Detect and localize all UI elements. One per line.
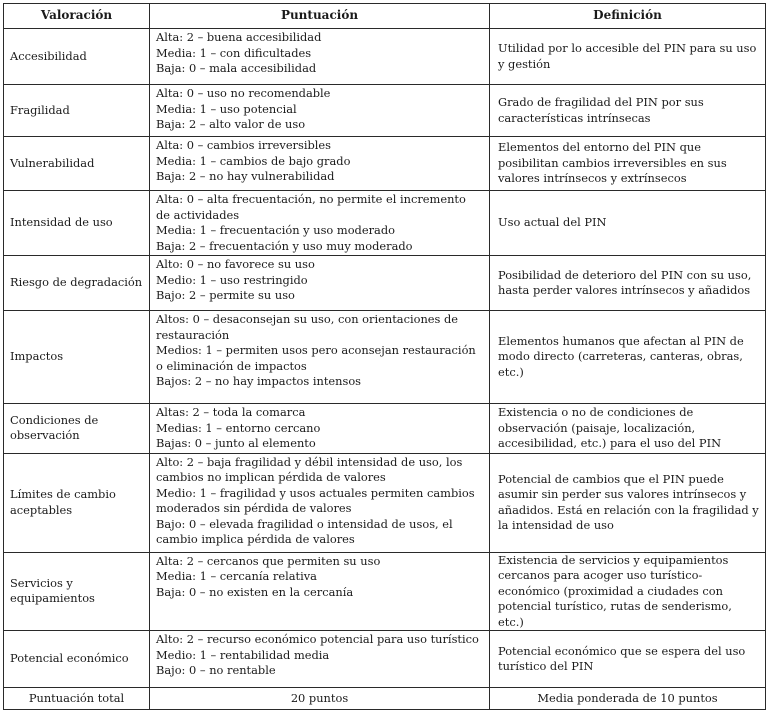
puntuacion-line: Bajas: 0 – junto al elemento	[156, 436, 316, 450]
table-row	[4, 29, 766, 85]
puntuacion-line: Baja: 2 – no hay vulnerabilidad	[156, 169, 335, 183]
puntuacion-line: Media: 1 – con dificultades	[156, 45, 312, 60]
header-valoracion: Valoración	[4, 4, 150, 29]
definicion-cell: Existencia o no de condiciones de observación (paisaje, localización, accesibilidad, etc.) para el uso del PIN	[490, 404, 766, 454]
puntuacion-cell	[150, 191, 490, 256]
puntuacion-line: Alta: 0 – uso no recomendable	[156, 86, 331, 100]
header-row	[4, 4, 766, 29]
puntuacion-line: Medio: 1 – rentabilidad media	[156, 647, 330, 662]
valoracion-cell: Riesgo de degradación	[4, 256, 150, 311]
puntuacion-cell	[150, 404, 490, 454]
table-row	[4, 137, 766, 191]
puntuacion-line: Alto: 0 – no favorece su uso	[156, 257, 315, 271]
table-row	[4, 552, 766, 631]
puntuacion-line: Alta: 0 – cambios irreversibles	[156, 138, 332, 152]
puntuacion-line: Alta: 0 – alta frecuentación, no permite el incremento de actividades	[156, 192, 466, 222]
puntuacion-cell	[150, 631, 490, 688]
table-body	[4, 29, 766, 710]
puntuacion-line: Alto: 2 – recurso económico potencial para uso turístico	[156, 632, 479, 646]
puntuacion-line: Media: 1 – frecuentación y uso moderado	[156, 223, 395, 237]
puntuacion-line: Bajo: 0 – no rentable	[156, 663, 276, 677]
puntuacion-line: Bajo: 2 – permite su uso	[156, 288, 295, 302]
valoracion-table	[3, 3, 766, 710]
definicion-cell: Potencial económico que se espera del uso turístico del PIN	[490, 631, 766, 688]
table-row	[4, 191, 766, 256]
definicion-cell: Potencial de cambios que el PIN puede asumir sin perder sus valores intrínsecos y añadidos. Está en relación con la fragilidad y la intensidad de uso	[490, 453, 766, 552]
table-row	[4, 453, 766, 552]
valoracion-cell: Límites de cambio aceptables	[4, 453, 150, 552]
puntuacion-cell	[150, 453, 490, 552]
puntuacion-line: Media: 1 – cambios de bajo grado	[156, 153, 351, 168]
puntuacion-cell	[150, 311, 490, 404]
puntuacion-line: Media: 1 – cercanía relativa	[156, 569, 317, 583]
table-row	[4, 631, 766, 688]
puntuacion-line: Baja: 2 – frecuentación y uso muy moderado	[156, 238, 413, 253]
puntuacion-line: Altas: 2 – toda la comarca	[156, 405, 306, 419]
puntuacion-line: Medio: 1 – fragilidad y usos actuales permiten cambios moderados sin pérdida de valores	[156, 485, 475, 515]
puntuacion-line: Medios: 1 – permiten usos pero aconsejan restauración o eliminación de impactos	[156, 343, 476, 373]
table-row	[4, 404, 766, 454]
total-score: 20 puntos	[150, 688, 490, 710]
puntuacion-line: Baja: 2 – alto valor de uso	[156, 117, 306, 131]
total-label: Puntuación total	[4, 688, 150, 710]
puntuacion-line: Bajos: 2 – no hay impactos intensos	[156, 374, 362, 388]
definicion-cell: Elementos humanos que afectan al PIN de modo directo (carreteras, canteras, obras, etc.)	[490, 311, 766, 404]
header-puntuacion: Puntuación	[150, 4, 490, 29]
puntuacion-cell	[150, 256, 490, 311]
definicion-cell: Grado de fragilidad del PIN por sus características intrínsecas	[490, 85, 766, 137]
puntuacion-cell	[150, 552, 490, 631]
valoracion-cell: Accesibilidad	[4, 29, 150, 85]
definicion-cell: Posibilidad de deterioro del PIN con su uso, hasta perder valores intrínsecos y añadidos	[490, 256, 766, 311]
puntuacion-line: Altos: 0 – desaconsejan su uso, con orientaciones de restauración	[156, 312, 459, 342]
valoracion-cell: Fragilidad	[4, 85, 150, 137]
valoracion-cell: Condiciones de observación	[4, 404, 150, 454]
valoracion-cell: Potencial económico	[4, 631, 150, 688]
definicion-cell: Existencia de servicios y equipamientos cercanos para acoger uso turístico-económico (proximidad a ciudades con potencial turístico, rutas de senderismo, etc.)	[490, 552, 766, 631]
puntuacion-line: Medio: 1 – uso restringido	[156, 272, 308, 287]
puntuacion-line: Medias: 1 – entorno cercano	[156, 420, 321, 435]
puntuacion-cell	[150, 85, 490, 137]
puntuacion-line: Alto: 2 – baja fragilidad y débil intensidad de uso, los cambios no implican pérdida de valores	[156, 454, 463, 484]
definicion-cell: Uso actual del PIN	[490, 191, 766, 256]
puntuacion-line: Baja: 0 – mala accesibilidad	[156, 61, 317, 75]
valoracion-cell: Intensidad de uso	[4, 191, 150, 256]
total-row	[4, 688, 766, 710]
valoracion-cell: Vulnerabilidad	[4, 137, 150, 191]
puntuacion-cell	[150, 137, 490, 191]
puntuacion-line: Alta: 2 – buena accesibilidad	[156, 30, 322, 44]
puntuacion-line: Bajo: 0 – elevada fragilidad o intensidad de usos, el cambio implica pérdida de valores	[156, 516, 453, 546]
total-definition: Media ponderada de 10 puntos	[490, 688, 766, 710]
puntuacion-line: Media: 1 – uso potencial	[156, 101, 297, 116]
puntuacion-line: Baja: 0 – no existen en la cercanía	[156, 584, 354, 599]
valoracion-cell: Servicios y equipamientos	[4, 552, 150, 631]
header-definicion: Definición	[490, 4, 766, 29]
table-row	[4, 256, 766, 311]
valoracion-cell: Impactos	[4, 311, 150, 404]
puntuacion-line: Alta: 2 – cercanos que permiten su uso	[156, 553, 381, 568]
definicion-cell: Utilidad por lo accesible del PIN para su uso y gestión	[490, 29, 766, 85]
table-row	[4, 85, 766, 137]
table-row	[4, 311, 766, 404]
definicion-cell: Elementos del entorno del PIN que posibilitan cambios irreversibles en sus valores intrínsecos y extrínsecos	[490, 137, 766, 191]
puntuacion-cell	[150, 29, 490, 85]
